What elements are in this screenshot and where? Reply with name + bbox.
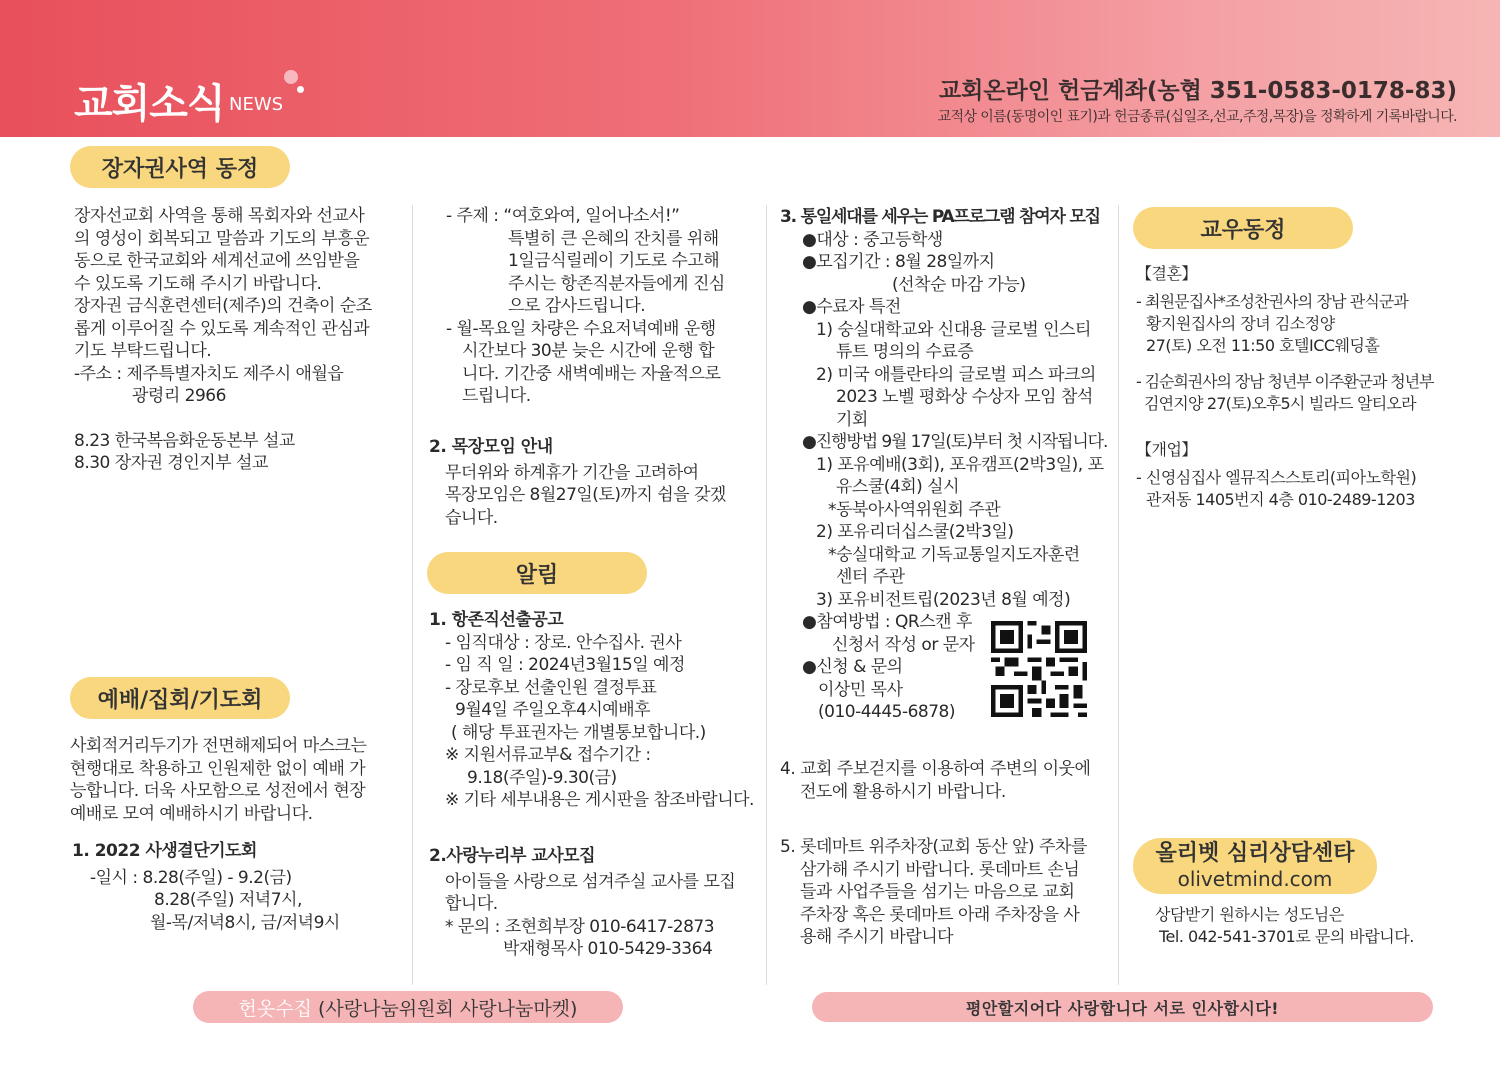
section-heading: 2.사랑누리부 교사모집 xyxy=(429,846,596,866)
text-line: 5. 롯데마트 위주차장(교회 동산 앞) 주차를 xyxy=(780,837,1087,857)
text-line: 목장모임은 8월27일(토)까지 쉼을 갖겠 xyxy=(445,485,726,505)
text-line: 주차장 혹은 롯데마트 아래 주차장을 사 xyxy=(800,904,1080,925)
text-line: 튜트 명의의 수료증 xyxy=(836,342,974,362)
account-note: 교적상 이름(동명이인 표기)과 헌금종류(십일조,선교,주정,목장)을 정확하게 기록바랍니다. xyxy=(937,109,1457,125)
decor-dot-icon xyxy=(284,70,298,84)
section-heading: 1. 2022 사생결단기도회 xyxy=(72,841,257,861)
text-line: 수 있도록 기도해 주시기 바랍니다. xyxy=(74,273,322,294)
text-line: ●신청 & 문의 xyxy=(802,657,903,677)
text-line: 예배로 모여 예배하시기 바랍니다. xyxy=(70,803,313,824)
text-line: 장자선교회 사역을 통해 목회자와 선교사 xyxy=(74,206,365,226)
text-line: 8.28(주일) 저녁7시, xyxy=(154,890,302,910)
text-line: 센터 주관 xyxy=(836,567,905,587)
text-line: 들과 사업주들을 섬기는 마음으로 교회 xyxy=(800,882,1075,902)
text-line: 8.23 한국복음화운동본부 설교 xyxy=(74,430,295,451)
text-line: 니다. 기간중 새벽예배는 자율적으로 xyxy=(462,363,721,384)
text-line: 동으로 한국교회와 세계선교에 쓰임받을 xyxy=(74,251,360,271)
text-line: 능합니다. 더욱 사모함으로 성전에서 현장 xyxy=(70,781,366,801)
text-line: 드립니다. xyxy=(462,386,531,406)
text-line: (010-4445-6878) xyxy=(818,702,956,722)
text-line: 사회적거리두기가 전면해제되어 마스크는 xyxy=(70,736,367,756)
text-line: 무더위와 하계휴가 기간을 고려하여 xyxy=(445,462,699,483)
olivet-counseling-badge xyxy=(1133,838,1377,894)
section-pill-worship: 예배/집회/기도회 xyxy=(70,677,290,719)
jangja-text xyxy=(74,205,372,475)
text-line: 장자권 금식훈련센터(제주)의 건축이 순조 xyxy=(74,296,372,316)
text-line: 주시는 항존직분자들에게 진심 xyxy=(508,273,725,294)
text-line: - 최원문집사*조성찬권사의 장남 관식군과 xyxy=(1136,292,1408,311)
olivet-title: 올리벳 심리상담센타 xyxy=(1155,841,1355,866)
text-line: ●진행방법 9월 17일(토)부터 첫 시작됩니다. xyxy=(802,432,1108,452)
clothes-collection-text: (사랑나눔위원회 사랑나눔마켓) xyxy=(317,997,578,1020)
text-line: 2) 미국 애틀란타의 글로벌 피스 파크의 xyxy=(816,364,1096,385)
text-line: ●모집기간 : 8월 28일까지 xyxy=(802,252,995,272)
text-line: -일시 : 8.28(주일) - 9.2(금) xyxy=(90,867,292,888)
text-line: 으로 감사드립니다. xyxy=(508,296,646,316)
parking-notice xyxy=(780,836,1087,949)
text-line: 시간보다 30분 늦은 시간에 운행 합 xyxy=(462,341,715,361)
page-title: 교회소식 xyxy=(74,81,225,127)
section-heading: 【결혼】 xyxy=(1136,264,1197,283)
text-line: ●수료자 특전 xyxy=(802,297,901,317)
text-line: 롭게 이루어질 수 있도록 계속적인 관심과 xyxy=(74,318,370,339)
text-line: - 신영심집사 엘뮤직스스토리(피아노학원) xyxy=(1136,468,1417,487)
text-line: 용해 주시기 바랍니다 xyxy=(800,927,954,947)
column-divider xyxy=(412,205,413,985)
text-line: *숭실대학교 기독교통일지도자훈련 xyxy=(828,544,1080,565)
text-line: 광령리 2966 xyxy=(132,386,226,406)
text-line: 8.30 장자권 경인지부 설교 xyxy=(74,453,268,473)
officer-election xyxy=(429,609,754,812)
text-line: 4. 교회 주보걷지를 이용하여 주변의 이웃에 xyxy=(780,759,1091,779)
text-line: 아이들을 사랑으로 섬겨주실 교사를 모집 xyxy=(445,871,736,892)
qr-code-icon[interactable] xyxy=(991,621,1087,717)
olivet-url[interactable]: olivetmind.com xyxy=(1177,867,1333,891)
clothes-collection-highlight: 헌옷수집 xyxy=(238,997,312,1020)
text-line: 신청서 작성 or 문자 xyxy=(832,634,975,655)
text-line: 전도에 활용하시기 바랍니다. xyxy=(800,781,1006,802)
fasting-text xyxy=(446,205,725,408)
text-line: - 임직대상 : 장로. 안수집사. 권사 xyxy=(445,632,682,653)
members-news xyxy=(1136,263,1433,511)
text-line: ●대상 : 중고등학생 xyxy=(802,229,943,250)
evangelism-notice xyxy=(780,758,1090,803)
section-pill-jangja: 장자권사역 동정 xyxy=(70,146,290,188)
text-line: - 임 직 일 : 2024년3월15일 예정 xyxy=(445,655,685,675)
column-divider xyxy=(1118,205,1119,985)
text-line: 월-목/저녁8시, 금/저녁9시 xyxy=(150,912,340,933)
cell-group-notice xyxy=(429,436,726,529)
text-line: 김연지양 27(토)오후5시 빌라드 알티오라 xyxy=(1144,394,1416,413)
worship-text xyxy=(70,735,366,825)
text-line: 합니다. xyxy=(445,894,498,914)
page-subtitle: NEWS xyxy=(229,94,284,115)
text-line: 상담받기 원하시는 성도님은 xyxy=(1155,905,1344,924)
text-line: 2023 노벨 평화상 수상자 모임 참석 xyxy=(836,387,1093,407)
prayer-meeting xyxy=(72,840,340,934)
text-line: -주소 : 제주특별자치도 제주시 애월읍 xyxy=(74,363,344,384)
text-line: 2) 포유리더십스쿨(2박3일) xyxy=(816,522,1014,542)
text-line: 1) 포유예배(3회), 포유캠프(2박3일), 포 xyxy=(816,454,1104,475)
header-banner xyxy=(0,0,1500,137)
section-pill-notice: 알림 xyxy=(427,552,647,594)
greeting-text: 평안할지어다 사랑합니다 서로 인사합시다! xyxy=(965,998,1280,1018)
text-line: 기도 부탁드립니다. xyxy=(74,341,212,361)
section-heading: 1. 항존직선출공고 xyxy=(429,610,564,630)
text-line: 이상민 목사 xyxy=(818,679,903,700)
text-line: 박재형목사 010-5429-3364 xyxy=(503,939,713,959)
section-heading: 2. 목장모임 안내 xyxy=(429,437,553,457)
section-heading: 3. 통일세대를 세우는 PA프로그램 참여자 모집 xyxy=(780,207,1100,227)
text-line: 관저동 1405번지 4층 010-2489-1203 xyxy=(1146,490,1415,509)
text-line: 습니다. xyxy=(445,507,498,528)
text-line: * 문의 : 조현희부장 010-6417-2873 xyxy=(445,916,715,937)
teacher-recruit xyxy=(429,845,735,961)
text-line: 9.18(주일)-9.30(금) xyxy=(467,767,617,788)
text-line: ※ 기타 세부내용은 게시판을 참조바랍니다. xyxy=(445,790,754,810)
text-line: - 월-목요일 차량은 수요저녁예배 운행 xyxy=(446,318,716,339)
text-line: - 장로후보 선출인원 결정투표 xyxy=(445,677,657,698)
text-line: 삼가해 주시기 바랍니다. 롯데마트 손님 xyxy=(800,859,1080,880)
text-line: 황지원집사의 장녀 김소정양 xyxy=(1146,314,1335,333)
olivet-note xyxy=(1155,904,1414,948)
text-line: ( 해당 투표권자는 개별통보합니다.) xyxy=(451,722,706,743)
column-divider xyxy=(766,205,767,985)
section-pill-members: 교우동정 xyxy=(1133,207,1353,249)
account-title: 교회온라인 헌금계좌(농협 351-0583-0178-83) xyxy=(938,78,1457,104)
greeting-banner xyxy=(812,992,1433,1022)
decor-dot-small-icon xyxy=(297,86,304,93)
text-line: (선착순 마감 가능) xyxy=(892,274,1026,295)
text-line: Tel. 042-541-3701로 문의 바랍니다. xyxy=(1159,927,1414,946)
text-line: 9월4일 주일오후4시예배후 xyxy=(455,700,651,720)
text-line: 27(토) 오전 11:50 호텔ICC웨딩홀 xyxy=(1146,336,1380,355)
text-line: ●참여방법 : QR스캔 후 xyxy=(802,612,972,632)
text-line: 3) 포유비전트립(2023년 8월 예정) xyxy=(816,589,1071,610)
text-line: 유스쿨(4회) 실시 xyxy=(836,477,960,497)
text-line: *동북아사역위원회 주관 xyxy=(828,499,1001,520)
text-line: 기회 xyxy=(836,409,868,430)
text-line: 1) 숭실대학교와 신대용 글로벌 인스티 xyxy=(816,319,1091,340)
text-line: 1일금식릴레이 기도로 수고해 xyxy=(508,251,720,271)
text-line: ※ 지원서류교부& 접수기간 : xyxy=(445,745,651,765)
text-line: - 김순희권사의 장남 청년부 이주환군과 청년부 xyxy=(1136,372,1434,391)
text-line: 특별히 큰 은혜의 잔치를 위해 xyxy=(508,228,719,249)
text-line: 현행대로 착용하고 인원제한 없이 예배 가 xyxy=(70,758,366,779)
text-line: 의 영성이 회복되고 말씀과 기도의 부흥운 xyxy=(74,228,370,249)
clothes-collection-banner xyxy=(193,991,623,1023)
text-line: - 주제 : “여호와여, 일어나소서!” xyxy=(446,206,680,226)
section-heading: 【개업】 xyxy=(1136,440,1197,459)
